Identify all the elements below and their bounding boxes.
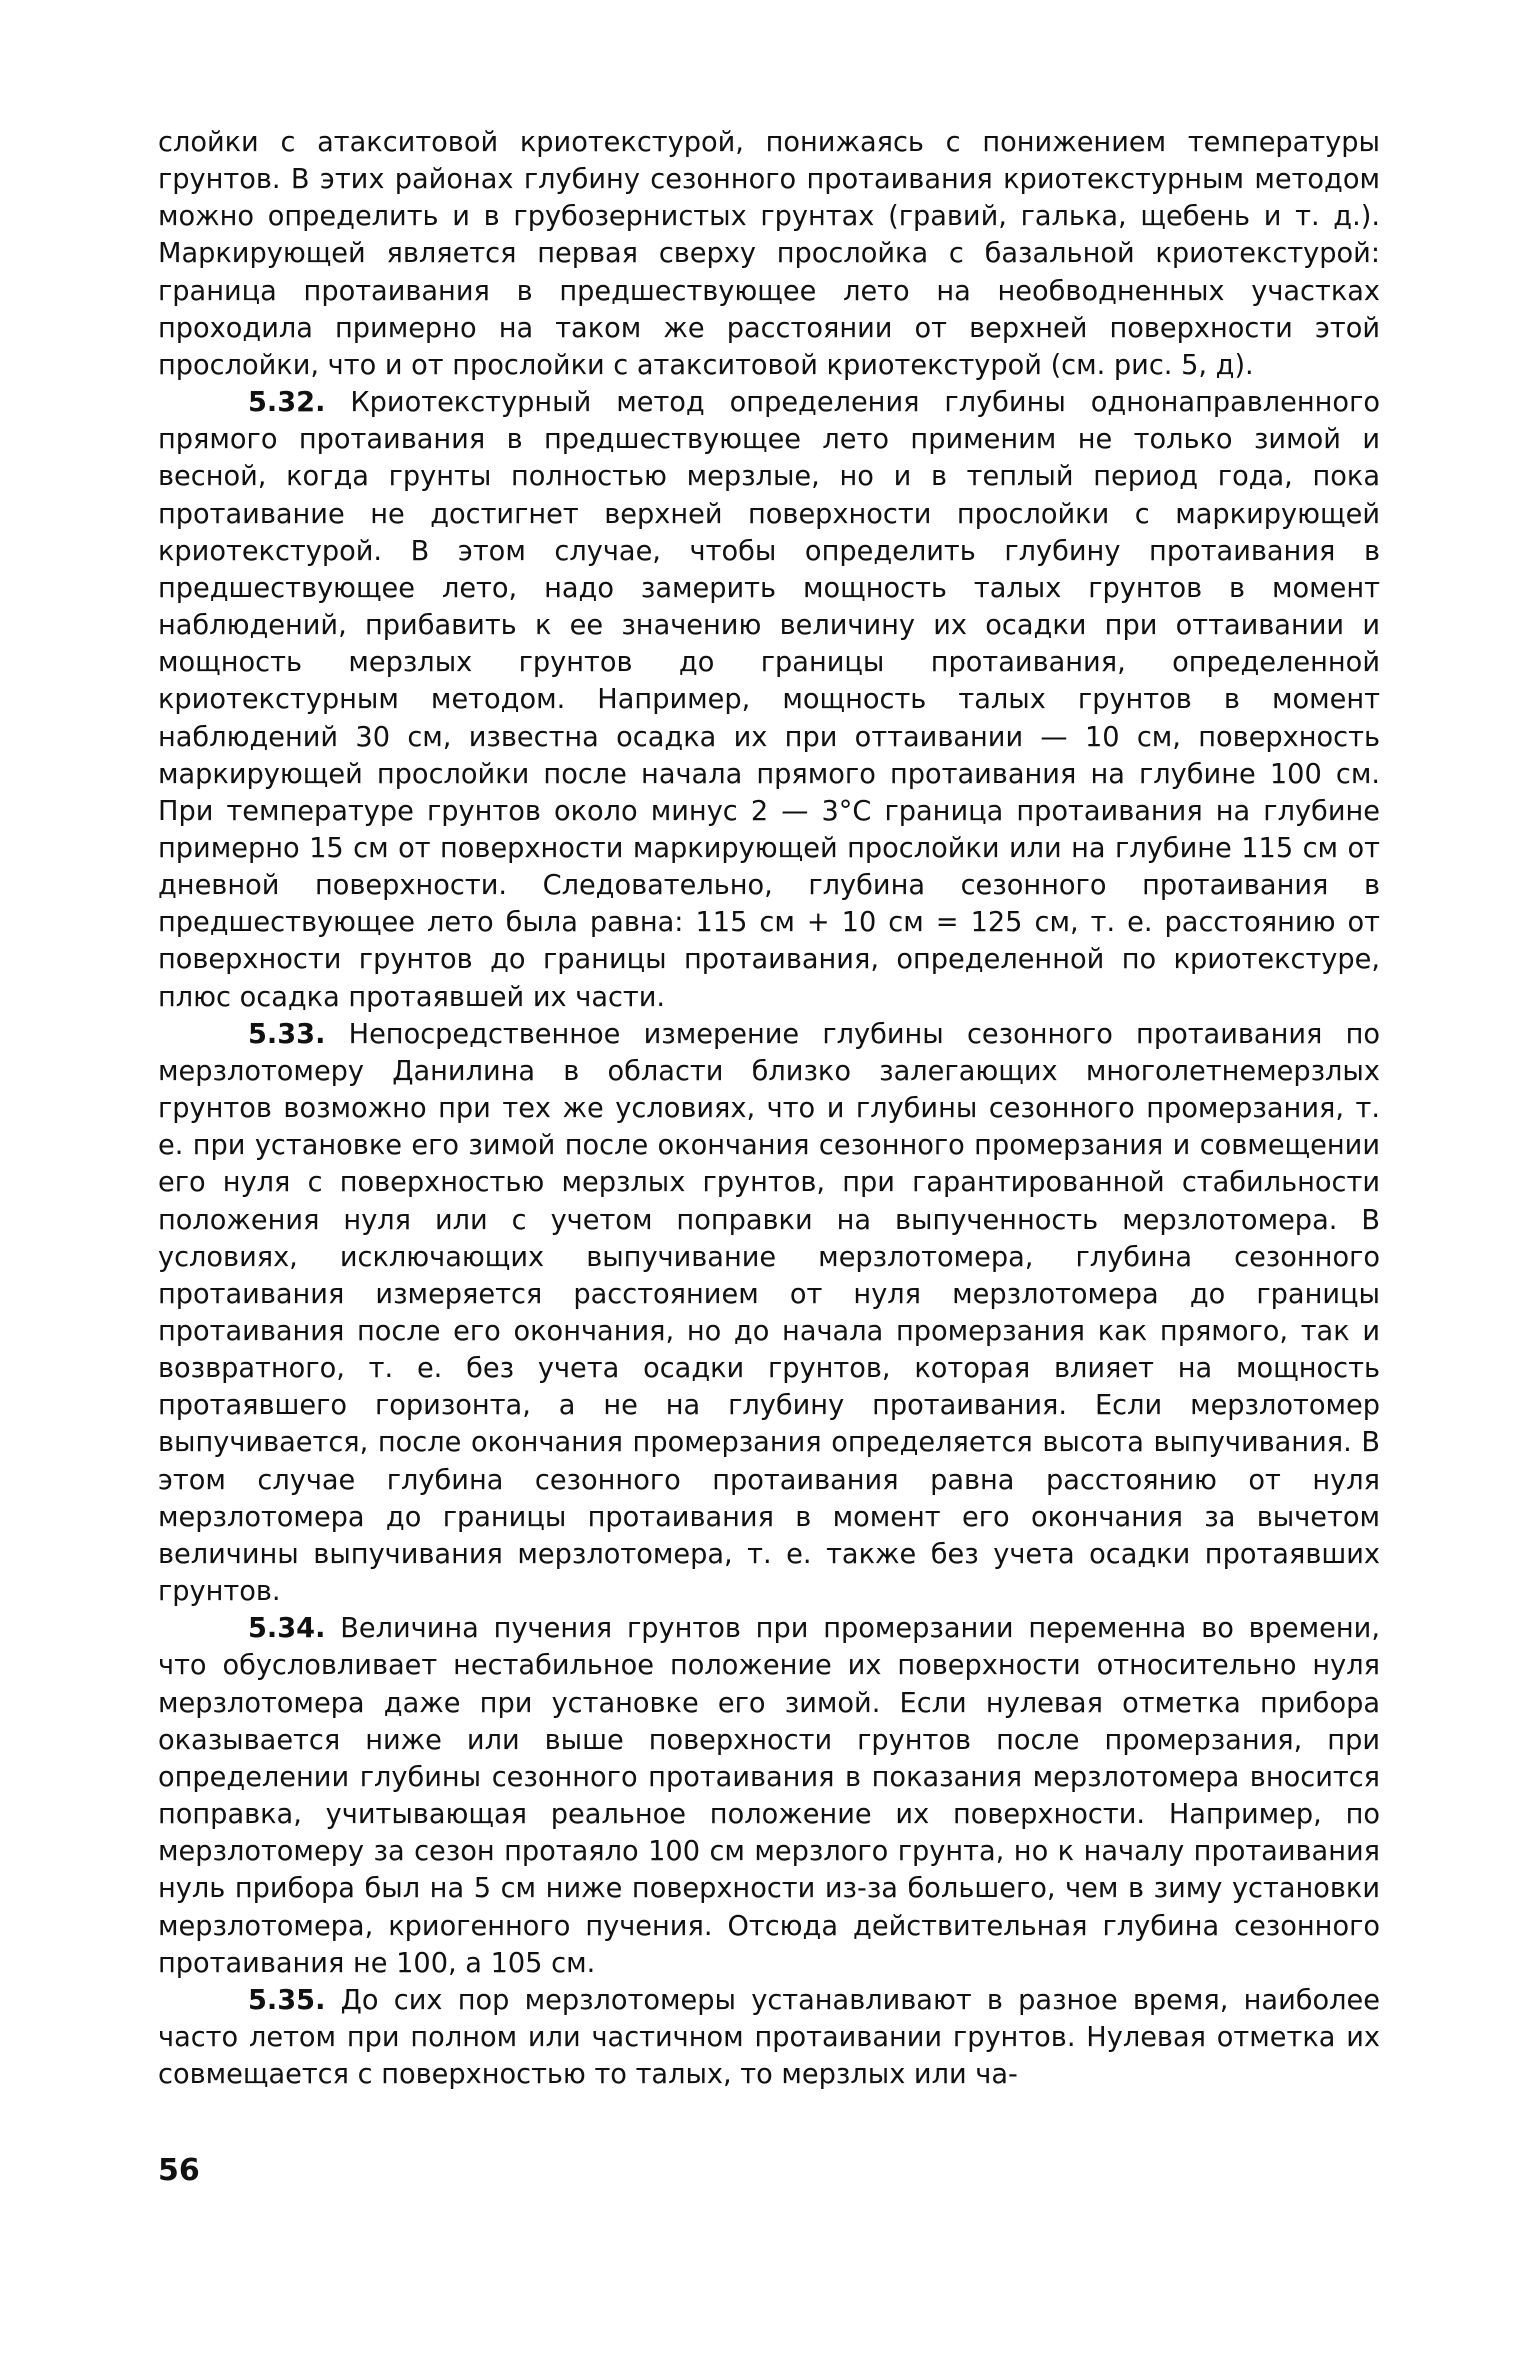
paragraph-5-34 [158, 1610, 1380, 1982]
paragraph-5-32 [158, 384, 1380, 1016]
page-number: 56 [158, 2153, 200, 2188]
paragraph-5-35 [158, 1982, 1380, 2093]
paragraph-text: Непосредственное измерение глубины сезонного протаивания по мерзлотомеру Данилина в области близко залегающих многолетнемерзлых грунтов возможно при тех же условиях, что и глубины сезонного промерзания, т. е. при установке его зимой после окончания сезонного промерзания и совмещении его нуля с поверхностью мерзлых грунтов, при гарантированной стабильности положения нуля или с учетом поправки на выпученность мерзлотомера. В условиях, исключающих выпучивание мерзлотомера, глубина сезонного протаивания измеряется расстоянием от нуля мерзлотомера до границы протаивания после его окончания, но до начала промерзания как прямого, так и возвратного, т. е. без учета осадки грунтов, которая влияет на мощность протаявшего горизонта, а не на глубину протаивания. Если мерзлотомер выпучивается, после окончания промерзания определяется высота выпучивания. В этом случае глубина сезонного протаивания равна расстоянию от нуля мерзлотомера до границы протаивания в момент его окончания за вычетом величины выпучивания мерзлотомера, т. е. также без учета осадки протаявших грунтов. [158, 1018, 1380, 1608]
section-number: 5.35. [248, 1984, 326, 2016]
paragraph-continuation [158, 124, 1380, 384]
body-text [158, 124, 1380, 2093]
paragraph-5-33 [158, 1016, 1380, 1611]
section-number: 5.32. [248, 387, 326, 419]
paragraph-text: До сих пор мерзлотомеры устанавливают в разное время, наиболее часто летом при полном или частичном протаивании грунтов. Нулевая отметка их совмещается с поверхностью то талых, то мерзлых или ча- [158, 1984, 1380, 2091]
paragraph-text: слойки с атакситовой криотекстурой, понижаясь с понижением температуры грунтов. В этих районах глубину сезонного протаивания криотекстурным методом можно определить и в грубозернистых грунтах (гравий, галька, щебень и т. д.). Маркирующей является первая сверху прослойка с базальной криотекстурой: граница протаивания в предшествующее лето на необводненных участках проходила примерно на таком же расстоянии от верхней поверхности этой прослойки, что и от прослойки с атакситовой криотекстурой (см. рис. 5, д). [158, 127, 1380, 381]
section-number: 5.34. [248, 1613, 326, 1645]
paragraph-text: Криотекстурный метод определения глубины однонаправленного прямого протаивания в предшествующее лето применим не только зимой и весной, когда грунты полностью мерзлые, но и в теплый период года, пока протаивание не достигнет верхней поверхности прослойки с маркирующей криотекстурой. В этом случае, чтобы определить глубину протаивания в предшествующее лето, надо замерить мощность талых грунтов в момент наблюдений, прибавить к ее значению величину их осадки при оттаивании и мощность мерзлых грунтов до границы протаивания, определенной криотекстурным методом. Например, мощность талых грунтов в момент наблюдений 30 см, известна осадка их при оттаивании — 10 см, поверхность маркирующей прослойки после начала прямого протаивания на глубине 100 см. При температуре грунтов около минус 2 — 3°С граница протаивания на глубине примерно 15 см от поверхности маркирующей прослойки или на глубине 115 см от дневной поверхности. Следовательно, глубина сезонного протаивания в предшествующее лето была равна: 115 см + 10 см = 125 см, т. е. расстоянию от поверхности грунтов до границы протаивания, определенной по криотекстуре, плюс осадка протаявшей их части. [158, 387, 1380, 1013]
section-number: 5.33. [248, 1018, 326, 1050]
paragraph-text: Величина пучения грунтов при промерзании переменна во времени, что обусловливает нестабильное положение их поверхности относительно нуля мерзлотомера даже при установке его зимой. Если нулевая отметка прибора оказывается ниже или выше поверхности грунтов после промерзания, при определении глубины сезонного протаивания в показания мерзлотомера вносится поправка, учитывающая реальное положение их поверхности. Например, по мерзлотомеру за сезон протаяло 100 см мерзлого грунта, но к началу протаивания нуль прибора был на 5 см ниже поверхности из-за большего, чем в зиму установки мерзлотомера, криогенного пучения. Отсюда действительная глубина сезонного протаивания не 100, а 105 см. [158, 1613, 1380, 1979]
